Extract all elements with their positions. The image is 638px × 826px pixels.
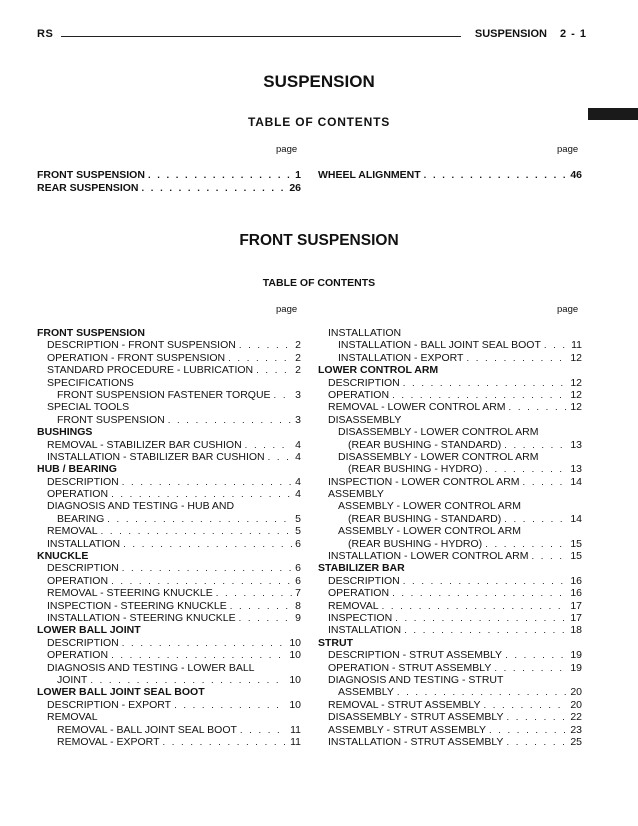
toc-entry-page: 11 [571,339,582,352]
toc-entry-title: REAR SUSPENSION [37,181,139,194]
toc-section-heading[interactable] [37,550,301,562]
toc-entry-page: 5 [295,512,301,525]
front-toc-right-column [318,327,582,748]
toc-entry[interactable] [37,377,301,389]
toc-entry[interactable] [318,377,582,389]
toc-entry[interactable] [318,389,582,401]
toc-entry-title: DESCRIPTION - FRONT SUSPENSION [47,339,236,352]
dot-leader [230,601,292,613]
toc-entry[interactable] [318,525,582,537]
dot-leader [392,588,567,600]
toc-entry[interactable] [37,525,301,537]
dot-leader [382,601,568,613]
toc-entry-title: INSPECTION - LOWER CONTROL ARM [328,475,520,488]
toc-entry[interactable] [318,538,582,550]
toc-entry-title: INSTALLATION [47,537,121,550]
toc-entry-title: INSTALLATION - STRUT ASSEMBLY [328,735,504,748]
toc-entry-title: BUSHINGS [37,426,93,439]
dot-leader [403,378,568,390]
toc-entry-page: 12 [570,376,582,389]
toc-section-heading[interactable] [318,637,582,649]
toc-entry-title: (REAR BUSHING - HYDRO) [348,537,483,550]
page-column-label: page [557,304,579,315]
toc-entry[interactable] [37,575,301,587]
toc-entry-title: LOWER CONTROL ARM [318,364,439,377]
toc-entry[interactable] [37,724,301,736]
toc-entry-title: WHEEL ALIGNMENT [318,169,421,181]
section-code: RS [37,28,54,40]
toc-entry-page: 8 [295,599,301,612]
page-column-label: page [276,304,298,315]
page-title: SUSPENSION [263,72,375,91]
toc-entry-page: 17 [570,599,582,612]
toc-entry-title: OPERATION [328,388,390,401]
dot-leader [395,613,567,625]
toc-entry[interactable] [318,339,582,351]
toc-entry[interactable] [318,736,582,748]
toc-entry-title: REMOVAL [47,711,98,724]
header-rule [61,36,461,37]
dot-leader [494,663,567,675]
toc-entry-page: 5 [295,525,301,538]
toc-entry[interactable] [37,488,301,500]
toc-entry[interactable] [318,699,582,711]
toc-entry-page: 20 [570,698,582,711]
toc-entry-page: 16 [570,587,582,600]
toc-entry-title: INSTALLATION [328,624,402,637]
dot-leader [174,700,286,712]
toc-entry-page: 15 [570,537,582,550]
toc-entry[interactable] [318,550,582,562]
running-header [37,24,587,46]
dot-leader [123,539,292,551]
section-toc-heading: TABLE OF CONTENTS [262,277,376,289]
dot-leader [509,402,568,414]
toc-entry-page: 6 [295,537,301,550]
toc-section-heading[interactable] [318,364,582,376]
toc-entry[interactable] [318,649,582,661]
toc-entry-page: 13 [570,463,582,476]
toc-entry-title: REMOVAL - STEERING KNUCKLE [47,587,213,600]
toc-entry[interactable] [37,600,301,612]
dot-leader [163,737,288,749]
toc-entry-title: DESCRIPTION [47,636,119,649]
toc-section-heading[interactable] [318,169,582,182]
toc-entry-page: 12 [570,388,582,401]
toc-entry-page: 46 [570,169,582,181]
toc-entry-title: REMOVAL - BALL JOINT SEAL BOOT [57,723,237,736]
toc-entry-title: OPERATION [328,587,390,600]
toc-entry[interactable] [318,451,582,463]
dot-leader [101,526,293,538]
toc-entry[interactable] [37,401,301,413]
toc-entry-title: LOWER BALL JOINT [37,624,141,637]
toc-entry[interactable] [37,538,301,550]
dot-leader [505,650,567,662]
toc-entry-page: 22 [570,711,582,724]
toc-entry-title: DIAGNOSIS AND TESTING - STRUT [328,673,504,686]
toc-entry-title: (REAR BUSHING - HYDRO) [348,463,483,476]
toc-entry-title: INSTALLATION - STEERING KNUCKLE [47,611,236,624]
toc-entry[interactable] [318,463,582,475]
dot-leader [122,638,287,650]
toc-entry[interactable] [37,612,301,624]
toc-entry-title: SPECIAL TOOLS [47,401,130,414]
toc-entry[interactable] [37,352,301,364]
toc-entry-title: ASSEMBLY - STRUT ASSEMBLY [328,723,486,736]
toc-entry-page: 6 [295,574,301,587]
dot-leader [544,340,568,352]
toc-entry-page: 14 [570,512,582,525]
toc-entry-title: KNUCKLE [37,550,89,563]
toc-entry-title: ASSEMBLY - LOWER CONTROL ARM [338,500,522,513]
dot-leader [239,613,293,625]
toc-entry-title: OPERATION [47,649,109,662]
toc-entry[interactable] [37,500,301,512]
toc-entry-title: DISASSEMBLY - LOWER CONTROL ARM [338,450,539,463]
toc-entry-page: 10 [289,673,301,686]
dot-leader [466,353,567,365]
toc-entry-page: 2 [295,339,301,352]
toc-entry[interactable] [318,327,582,339]
toc-entry-page: 18 [570,624,582,637]
toc-entry-page: 2 [295,351,301,364]
toc-entry-page: 26 [289,181,301,194]
toc-entry[interactable] [37,339,301,351]
dot-leader [274,390,293,402]
toc-entry-page: 3 [295,388,301,401]
toc-entry[interactable] [318,575,582,587]
header-page-number: 2 - 1 [559,28,587,40]
toc-section-heading[interactable] [37,169,301,182]
toc-entry-title: STANDARD PROCEDURE - LUBRICATION [47,364,254,377]
toc-heading: TABLE OF CONTENTS [247,115,391,129]
dot-leader [168,415,292,427]
toc-entry-title: FRONT SUSPENSION FASTENER TORQUE [57,388,271,401]
dot-leader [424,170,568,183]
toc-entry[interactable] [318,414,582,426]
toc-section-heading[interactable] [37,686,301,698]
toc-entry[interactable] [37,389,301,401]
toc-entry-page: 10 [289,649,301,662]
toc-entry[interactable] [318,500,582,512]
toc-section-heading[interactable] [37,182,301,195]
toc-entry-title: REMOVAL - STABILIZER BAR CUSHION [47,438,242,451]
toc-entry-page: 20 [570,686,582,699]
dot-leader [268,452,293,464]
toc-entry-title: INSTALLATION - STABILIZER BAR CUSHION [47,450,265,463]
dot-leader [404,625,567,637]
toc-entry[interactable] [318,352,582,364]
toc-entry[interactable] [37,662,301,674]
toc-entry[interactable] [318,587,582,599]
dot-leader [523,477,568,489]
toc-entry-title: JOINT [57,673,88,686]
toc-entry[interactable] [318,674,582,686]
toc-entry[interactable] [37,513,301,525]
top-toc-right-column [318,169,582,182]
toc-entry-page: 4 [295,438,301,451]
toc-entry-title: DESCRIPTION - STRUT ASSEMBLY [328,649,503,662]
front-toc-left-column [37,327,301,748]
toc-entry[interactable] [37,736,301,748]
toc-entry[interactable] [318,600,582,612]
toc-entry-page: 11 [290,723,301,736]
page-column-label: page [557,144,579,155]
dot-leader [506,737,567,749]
page-column-label: page [276,144,298,155]
toc-entry-title: INSTALLATION - EXPORT [338,351,464,364]
toc-entry-page: 11 [290,735,301,748]
toc-entry-title: INSTALLATION - LOWER CONTROL ARM [328,550,529,563]
toc-entry-page: 7 [295,587,301,600]
toc-entry[interactable] [37,476,301,488]
toc-entry-title: DESCRIPTION - EXPORT [47,698,172,711]
toc-entry-title: DESCRIPTION [47,562,119,575]
toc-entry[interactable] [318,513,582,525]
toc-entry-title: STABILIZER BAR [318,562,405,575]
dot-leader [256,365,292,377]
toc-entry[interactable] [37,451,301,463]
toc-entry-page: 25 [570,735,582,748]
section-title: FRONT SUSPENSION [239,232,399,249]
dot-leader [216,588,292,600]
toc-entry-page: 12 [570,351,582,364]
toc-entry-title: OPERATION [47,488,109,501]
toc-entry-page: 17 [570,611,582,624]
toc-entry-title: INSTALLATION - BALL JOINT SEAL BOOT [338,339,541,352]
toc-entry-page: 6 [295,562,301,575]
toc-entry[interactable] [37,562,301,574]
toc-entry-page: 10 [289,698,301,711]
toc-entry-title: ASSEMBLY - LOWER CONTROL ARM [338,525,522,538]
toc-entry-title: OPERATION - FRONT SUSPENSION [47,351,226,364]
toc-entry-title: ASSEMBLY [338,686,394,699]
toc-entry[interactable] [318,612,582,624]
toc-entry[interactable] [37,711,301,723]
toc-entry-title: OPERATION - STRUT ASSEMBLY [328,661,492,674]
toc-entry-title: DISASSEMBLY - STRUT ASSEMBLY [328,711,504,724]
toc-entry[interactable] [318,724,582,736]
toc-entry[interactable] [37,674,301,686]
toc-entry-title: DISASSEMBLY - LOWER CONTROL ARM [338,426,539,439]
dot-leader [240,725,287,737]
toc-entry-title: REMOVAL - EXPORT [57,735,160,748]
toc-entry[interactable] [318,624,582,636]
toc-entry-title: DISASSEMBLY [328,413,402,426]
toc-entry[interactable] [37,637,301,649]
toc-entry[interactable] [37,649,301,661]
toc-entry[interactable] [318,401,582,413]
toc-entry-title: REMOVAL [47,525,98,538]
toc-entry-page: 12 [570,401,582,414]
dot-leader [142,183,287,196]
toc-entry-title: DIAGNOSIS AND TESTING - HUB AND [47,500,235,513]
toc-entry-title: REMOVAL - STRUT ASSEMBLY [328,698,481,711]
toc-entry-title: ASSEMBLY [328,488,384,501]
dot-leader [107,514,292,526]
toc-entry-page: 10 [289,636,301,649]
toc-entry-title: REMOVAL - LOWER CONTROL ARM [328,401,506,414]
toc-entry-title: DIAGNOSIS AND TESTING - LOWER BALL [47,661,255,674]
toc-entry[interactable] [37,699,301,711]
top-toc-left-column [37,169,301,194]
toc-entry[interactable] [318,662,582,674]
toc-entry-title: (REAR BUSHING - STANDARD) [348,438,502,451]
toc-entry[interactable] [37,439,301,451]
dot-leader [532,551,568,563]
dot-leader [148,170,292,183]
toc-entry-title: OPERATION [47,574,109,587]
toc-entry-title: INSTALLATION [328,327,402,339]
toc-entry-title: LOWER BALL JOINT SEAL BOOT [37,686,205,699]
toc-entry-page: 13 [570,438,582,451]
toc-section-heading[interactable] [37,327,301,339]
toc-entry-title: FRONT SUSPENSION [37,169,145,181]
toc-entry[interactable] [318,476,582,488]
toc-entry[interactable] [318,686,582,698]
toc-entry-title: DESCRIPTION [47,475,119,488]
dot-leader [239,340,292,352]
toc-entry-title: DESCRIPTION [328,376,400,389]
toc-entry[interactable] [318,711,582,723]
toc-entry[interactable] [37,414,301,426]
toc-entry-page: 4 [295,475,301,488]
toc-entry-page: 14 [570,475,582,488]
toc-entry-page: 16 [570,574,582,587]
header-title: SUSPENSION [474,28,547,40]
toc-section-heading[interactable] [318,562,582,574]
toc-entry-title: REMOVAL [328,599,379,612]
dot-leader [122,477,292,489]
toc-entry-title: HUB / BEARING [37,463,117,476]
toc-entry-page: 4 [295,450,301,463]
toc-entry-page: 9 [295,611,301,624]
toc-entry-title: INSPECTION - STEERING KNUCKLE [47,599,227,612]
toc-entry-title: FRONT SUSPENSION [37,327,145,339]
toc-entry-title: BEARING [57,512,105,525]
toc-entry-page: 2 [295,364,301,377]
dot-leader [122,563,292,575]
toc-entry-title: STRUT [318,636,353,649]
toc-entry-page: 1 [295,169,301,181]
toc-entry-page: 3 [295,413,301,426]
toc-entry-title: FRONT SUSPENSION [57,413,165,426]
toc-entry-page: 15 [570,550,582,563]
dot-leader [403,576,568,588]
toc-entry[interactable] [37,364,301,376]
toc-entry-page: 4 [295,488,301,501]
dot-leader [506,712,567,724]
toc-entry-title: INSPECTION [328,611,393,624]
toc-entry-title: (REAR BUSHING - STANDARD) [348,512,502,525]
toc-entry-title: DESCRIPTION [328,574,400,587]
toc-entry[interactable] [318,426,582,438]
toc-entry[interactable] [37,587,301,599]
toc-entry[interactable] [318,488,582,500]
toc-entry-page: 23 [570,723,582,736]
toc-section-heading[interactable] [37,624,301,636]
toc-entry-page: 19 [570,661,582,674]
toc-entry[interactable] [318,439,582,451]
toc-section-heading[interactable] [37,426,301,438]
toc-section-heading[interactable] [37,463,301,475]
toc-entry-page: 19 [570,649,582,662]
toc-entry-title: SPECIFICATIONS [47,376,134,389]
